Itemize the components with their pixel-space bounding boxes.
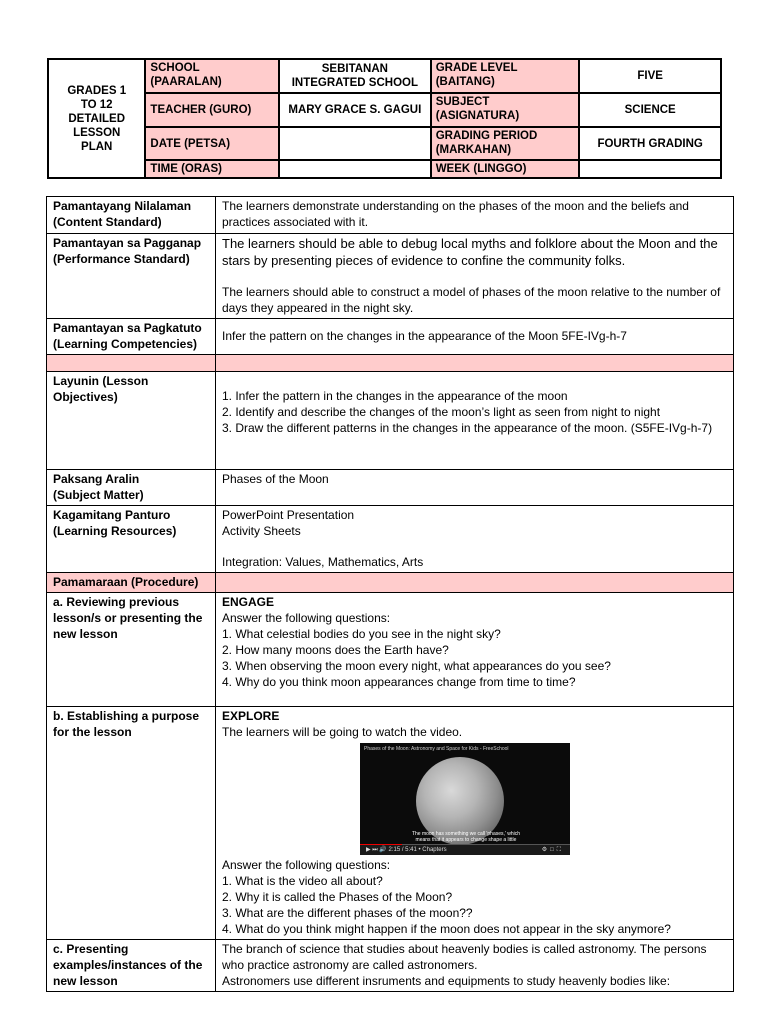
subject-matter-label: [47, 470, 216, 506]
list-item: 2. Identify and describe the changes of the moon’s light as seen from night to night: [222, 405, 661, 419]
school-value-line: INTEGRATED SCHOOL: [291, 77, 418, 89]
teacher-label: TEACHER (GURO): [145, 93, 279, 127]
subject-value: SCIENCE: [579, 93, 721, 127]
school-label-line: (PAARALAN): [150, 76, 222, 88]
table-row: [47, 940, 734, 992]
video-thumbnail[interactable]: [360, 743, 570, 855]
video-title: Phases of the Moon: Astronomy and Space for Kids - FreeSchool: [364, 746, 509, 752]
label-line: b. Establishing a purpose: [53, 709, 200, 723]
content-standard-label: [47, 197, 216, 234]
list-item: 1. Infer the pattern in the changes in the appearance of the moon: [222, 389, 568, 403]
integration-text: Integration: Values, Mathematics, Arts: [222, 555, 424, 569]
period-label-line: GRADING PERIOD: [435, 130, 538, 142]
spacer: [222, 269, 728, 284]
spacer: [222, 373, 728, 388]
step-c-label: [47, 940, 216, 992]
label-line: a. Reviewing previous: [53, 595, 180, 609]
empty-cell: [47, 355, 216, 372]
label-line: Layunin (Lesson: [53, 374, 149, 388]
label-line: Pamantayan sa Pagkatuto: [53, 321, 202, 335]
title-line: DETAILED: [68, 112, 126, 125]
empty-cell: [216, 573, 734, 593]
instructions-text: Answer the following questions:: [222, 611, 391, 625]
spacer: [222, 539, 728, 554]
learning-competencies-label: [47, 319, 216, 355]
content-standard-text: The learners demonstrate understanding on the phases of the moon and the beliefs and practices associated with it.: [216, 197, 734, 234]
label-line: for the lesson: [53, 725, 132, 739]
label-line: c. Presenting: [53, 942, 129, 956]
paragraph: The branch of science that studies about heavenly bodies is called astronomy. The persons who practice astronomy are called astronomers.: [222, 942, 707, 972]
grading-period-value: FOURTH GRADING: [579, 127, 721, 160]
label-line: examples/instances of the: [53, 958, 203, 972]
table-row: [47, 506, 734, 573]
step-c-cell: [216, 940, 734, 992]
grade-label-line: GRADE LEVEL: [435, 62, 518, 74]
lesson-plan-table: [46, 196, 734, 992]
performance-standard-cell: [216, 234, 734, 319]
list-item: 2. Why it is called the Phases of the Moon?: [222, 890, 453, 904]
list-item: Activity Sheets: [222, 524, 301, 538]
label-line: Kagamitang Panturo: [53, 508, 171, 522]
title-line: LESSON: [73, 126, 121, 139]
table-row: [47, 197, 734, 234]
label-line: (Learning Resources): [53, 524, 177, 538]
label-line: (Subject Matter): [53, 488, 144, 502]
video-time: 2:15 / 5:41 • Chapters: [388, 847, 447, 853]
label-line: (Content Standard): [53, 215, 162, 229]
title-line: TO 12: [80, 98, 113, 111]
learning-resources-cell: [216, 506, 734, 573]
grade-level-value: FIVE: [579, 59, 721, 93]
video-controls-right[interactable]: ⚙□⛶: [541, 847, 564, 853]
learning-resources-label: [47, 506, 216, 573]
label-line: (Learning Competencies): [53, 337, 198, 351]
list-item: 2. How many moons does the Earth have?: [222, 643, 449, 657]
label-line: (Performance Standard): [53, 252, 190, 266]
list-item: 1. What is the video all about?: [222, 874, 383, 888]
list-item: 3. Draw the different patterns in the changes in the appearance of the moon. (S5FE-IVg-h-7): [222, 421, 713, 435]
lesson-objectives-label: [47, 372, 216, 470]
subject-label: [431, 93, 580, 127]
instructions-text: The learners will be going to watch the video.: [222, 725, 463, 739]
list-item: 3. What are the different phases of the moon??: [222, 906, 473, 920]
school-label: [145, 59, 279, 93]
school-value: [279, 59, 431, 93]
title-line: GRADES 1: [67, 84, 127, 97]
empty-cell: [216, 355, 734, 372]
subject-label-line: SUBJECT: [435, 96, 490, 108]
label-line: Paksang Aralin: [53, 472, 140, 486]
grade-label-line: (BAITANG): [435, 76, 495, 88]
step-b-label: [47, 707, 216, 940]
period-label-line: (MARKAHAN): [435, 144, 512, 156]
week-label: WEEK (LINGGO): [431, 160, 580, 178]
date-label: DATE (PETSA): [145, 127, 279, 160]
week-value: [579, 160, 721, 178]
table-row: [47, 234, 734, 319]
grade-level-label: [431, 59, 580, 93]
table-row: [47, 319, 734, 355]
label-line: Objectives): [53, 390, 118, 404]
title-line: PLAN: [81, 140, 113, 153]
table-row: [47, 355, 734, 372]
list-item: 4. Why do you think moon appearances change from time to time?: [222, 675, 576, 689]
table-row: [47, 470, 734, 506]
step-a-label: [47, 593, 216, 707]
instructions-text: Answer the following questions:: [222, 858, 391, 872]
table-row: [47, 593, 734, 707]
step-a-cell: [216, 593, 734, 707]
subject-matter-text: Phases of the Moon: [216, 470, 734, 506]
time-value: [279, 160, 431, 178]
grading-period-label: [431, 127, 580, 160]
performance-standard-text: The learners should able to construct a model of phases of the moon relative to the number of days they appeared in the night sky.: [222, 285, 721, 315]
performance-standard-label: [47, 234, 216, 319]
table-row: [47, 372, 734, 470]
video-caption: The moon has something we call 'phases,' which means that it appears to change shape a little: [411, 831, 521, 843]
video-controls-left[interactable]: ▶ ⏭ 🔊 2:15 / 5:41 • Chapters: [366, 847, 447, 853]
label-line: Pamantayang Nilalaman: [53, 199, 192, 213]
performance-standard-text: The learners should be able to debug local myths and folklore about the Moon and the stars by presenting pieces of evidence to confine the community folks.: [222, 236, 718, 268]
engage-heading: ENGAGE: [222, 595, 275, 609]
procedure-label: Pamamaraan (Procedure): [47, 573, 216, 593]
teacher-value: MARY GRACE S. GAGUI: [279, 93, 431, 127]
list-item: 3. When observing the moon every night, what appearances do you see?: [222, 659, 611, 673]
explore-heading: EXPLORE: [222, 709, 280, 723]
label-line: lesson/s or presenting the: [53, 611, 203, 625]
label-line: Pamantayan sa Pagganap: [53, 236, 202, 250]
label-line: new lesson: [53, 627, 118, 641]
table-row: [47, 573, 734, 593]
time-label: TIME (ORAS): [145, 160, 279, 178]
lesson-objectives-cell: [216, 372, 734, 470]
subject-label-line: (ASIGNATURA): [435, 110, 520, 122]
label-line: new lesson: [53, 974, 118, 988]
school-label-line: SCHOOL: [150, 62, 200, 74]
table-row: [47, 707, 734, 940]
list-item: 1. What celestial bodies do you see in the night sky?: [222, 627, 501, 641]
school-value-line: SEBITANAN: [321, 63, 388, 75]
step-b-cell: [216, 707, 734, 940]
plan-title: [48, 59, 145, 178]
list-item: PowerPoint Presentation: [222, 508, 355, 522]
paragraph: Astronomers use different insruments and equipments to study heavenly bodies like:: [222, 974, 671, 988]
list-item: 4. What do you think might happen if the moon does not appear in the sky anymore?: [222, 922, 671, 936]
header-table: [47, 58, 722, 179]
learning-competencies-text: Infer the pattern on the changes in the appearance of the Moon 5FE-IVg-h-7: [216, 319, 734, 355]
date-value: [279, 127, 431, 160]
